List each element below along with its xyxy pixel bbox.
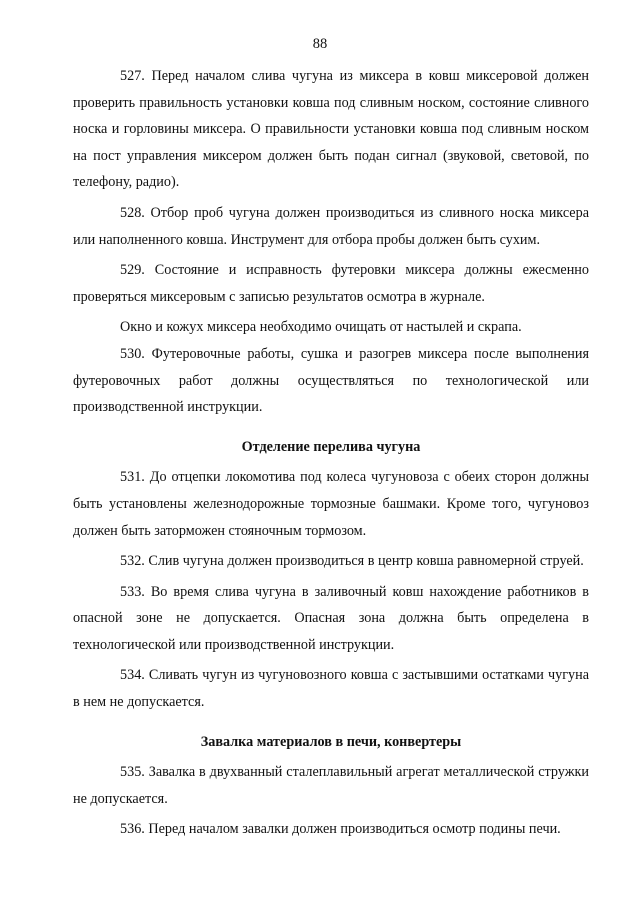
paragraph-532: 532. Слив чугуна должен производиться в центр ковша равномерной струей. (120, 553, 584, 570)
paragraph-529: 529. Состояние и исправность футеровки миксера должны ежесменно проверяться миксеровым с записью результатов осмотра в журнале. (73, 262, 589, 305)
paragraph-530: 530. Футеровочные работы, сушка и разогрев миксера после выполнения футеровочных работ должны осуществляться по технологической или производственной инструкции. (73, 345, 589, 416)
paragraph-534: 534. Сливать чугун из чугуновозного ковша с застывшими остатками чугуна в нем не допускается. (73, 667, 589, 711)
section-heading-iron-pouring: Отделение перелива чугуна (241, 438, 421, 455)
paragraph-527: 527. Перед началом слива чугуна из миксера в ковш миксеровой должен проверить правильность установки ковша под сливным носком, состояние сливного носка и горловины миксера. О правильности установки ковша под сливным носком на пост управления миксером должен быть подан сигнал (звуковой, световой, по телефону, радио). (73, 68, 589, 191)
document-body (73, 63, 589, 843)
paragraph-533: 533. Во время слива чугуна в заливочный ковш нахождение работников в опасной зоне не допускается. Опасная зона должна быть определена в технологической или производственной инструкции. (73, 583, 589, 653)
paragraph-528: 528. Отбор проб чугуна должен производиться из сливного носка миксера или наполненного ковша. Инструмент для отбора пробы должен быть сухим. (73, 204, 589, 248)
section-heading-charging: Завалка материалов в печи, конвертеры (200, 733, 462, 750)
paragraph-531: 531. До отцепки локомотива под колеса чугуновоза с обеих сторон должны быть установлены железнодорожные тормозные башмаки. Кроме того, чугуновоз должен быть заторможен стояночным тормозом. (73, 469, 589, 539)
paragraph-529-cleaning: Окно и кожух миксера необходимо очищать от настылей и скрапа. (120, 319, 522, 336)
page-number: 88 (312, 36, 328, 52)
paragraph-535: 535. Завалка в двухванный сталеплавильный агрегат металлической стружки не допускается. (73, 764, 589, 807)
paragraph-536: 536. Перед началом завалки должен производиться осмотр подины печи. (120, 821, 561, 838)
